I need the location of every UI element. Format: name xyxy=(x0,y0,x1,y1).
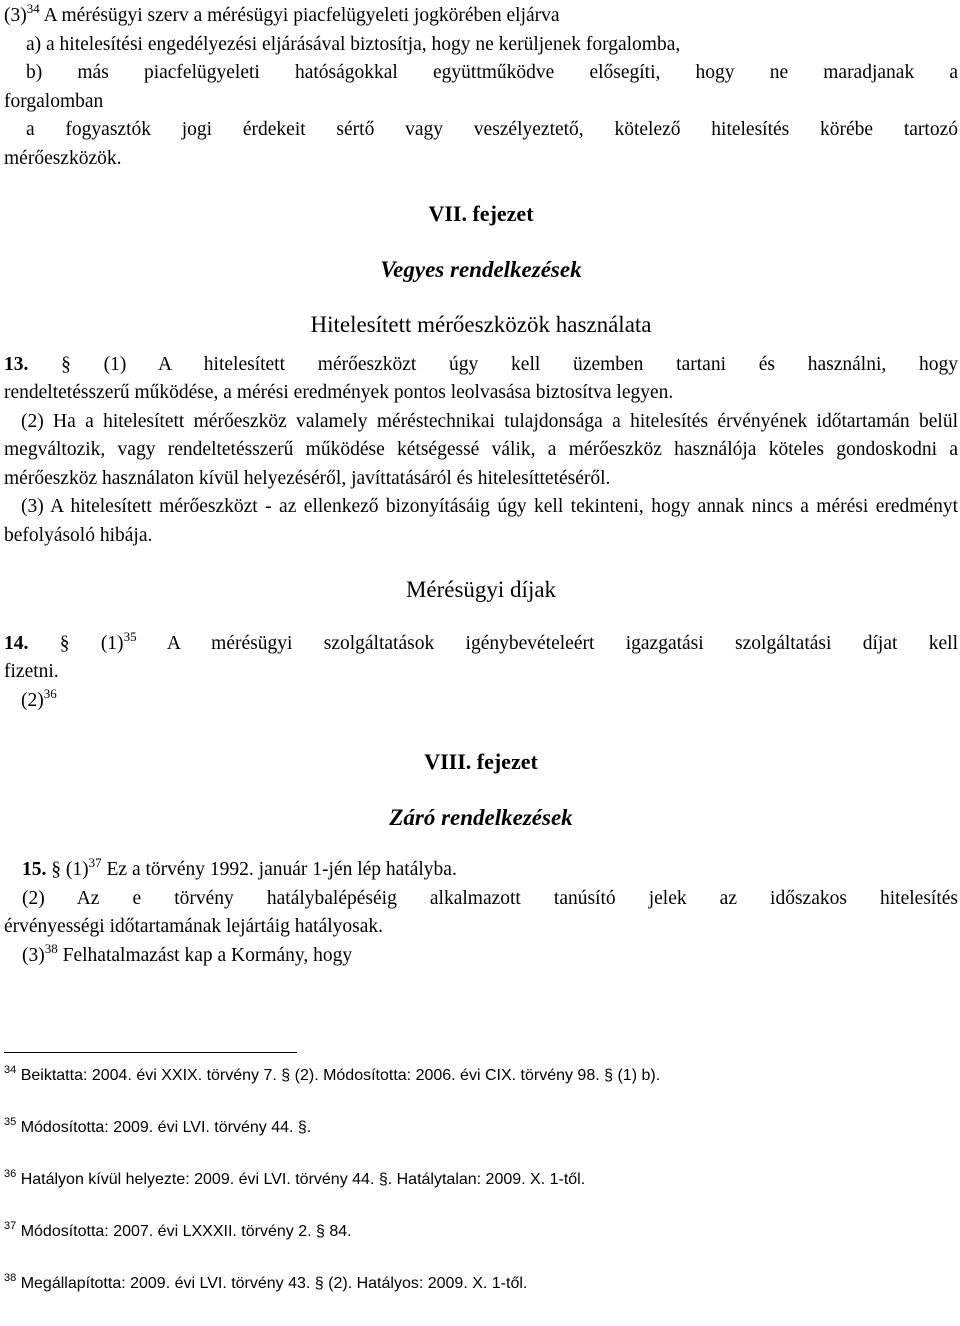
footnote-number: 38 xyxy=(4,1272,17,1284)
footnote xyxy=(4,1118,944,1138)
footnote xyxy=(4,1170,944,1190)
section-sign: § xyxy=(51,859,61,880)
intro-tail-line1: a fogyasztók jogi érdekeit sértő vagy veszélyeztető, kötelező hitelesítés körébe tartozó xyxy=(26,119,958,140)
footnote-text: Módosította: 2007. évi LXXXII. törvény 2. § 84. xyxy=(20,1223,352,1240)
footnote xyxy=(4,1222,944,1242)
chapter-subtitle: Záró rendelkezések xyxy=(389,804,573,830)
section-15-p1 xyxy=(4,856,958,885)
paragraph-number: (1) xyxy=(65,859,89,880)
intro-paragraph-3 xyxy=(4,2,958,31)
footnote-number: 34 xyxy=(4,1064,17,1076)
chapter-title: VII. fejezet xyxy=(428,201,534,226)
paragraph-text: Ez a törvény 1992. január 1-jén lép hatályba. xyxy=(106,859,457,880)
section-14-p1-line1 xyxy=(4,630,958,659)
footnote-text: Megállapította: 2009. évi LVI. törvény 43. § (2). Hatályos: 2009. X. 1-től. xyxy=(20,1275,528,1292)
footnote-text: Hatályon kívül helyezte: 2009. évi LVI. törvény 44. §. Hatálytalan: 2009. X. 1-től. xyxy=(20,1171,586,1188)
section-15-p2-line1: (2) Az e törvény hatálybalépéséig alkalmazott tanúsító jelek az időszakos hitelesítés xyxy=(22,887,958,909)
section-13-p3: (3) A hitelesített mérőeszközt - az ellenkező bizonyításáig úgy kell tekinteni, hogy annak nincs a mérési eredményt befolyásoló hibája. xyxy=(4,496,958,546)
paragraph-number: (3) xyxy=(22,944,45,966)
document-page xyxy=(4,2,958,970)
footnote xyxy=(4,1066,944,1086)
paragraph-number: (2) xyxy=(21,689,44,711)
paragraph-text: Felhatalmazást kap a Kormány, hogy xyxy=(62,944,353,966)
footnote-ref: 35 xyxy=(123,628,137,644)
section-13-p1-line2: rendeltetésszerű működése, a mérési eredmények pontos leolvasása biztosítva legyen. xyxy=(4,382,674,403)
section-sign: § xyxy=(59,632,70,654)
footnote-number: 37 xyxy=(4,1220,17,1232)
section-number: 13. xyxy=(4,353,29,375)
section-sign: § xyxy=(61,353,71,375)
section-heading: Mérésügyi díjak xyxy=(405,577,557,602)
intro-tail-line2: mérőeszközök. xyxy=(4,147,122,169)
footnote-ref: 36 xyxy=(43,685,57,701)
paragraph-number: (3) xyxy=(4,5,27,26)
footnote-number: 35 xyxy=(4,1116,17,1128)
chapter-title: VIII. fejezet xyxy=(424,749,538,774)
section-15-p2-line2: érvényességi időtartamának lejártáig hatályosak. xyxy=(4,916,384,937)
section-number: 14. xyxy=(4,632,29,654)
paragraph-number: (1) xyxy=(100,632,124,654)
section-14-p1-line2: fizetni. xyxy=(4,661,59,682)
section-15-p3 xyxy=(4,942,958,971)
paragraph-text: A mérésügyi szolgáltatások igénybevételeért igazgatási szolgáltatási díjat kell xyxy=(166,632,958,654)
paragraph-text: (1) A hitelesített mérőeszközt úgy kell üzemben tartani és használni, hogy xyxy=(103,353,958,375)
chapter-subtitle: Vegyes rendelkezések xyxy=(380,256,582,282)
footnote-text: Beiktatta: 2004. évi XXIX. törvény 7. § (2). Módosította: 2006. évi CIX. törvény 98. § (1) b). xyxy=(20,1067,661,1084)
paragraph-text: A mérésügyi szerv a mérésügyi piacfelügyeleti jogkörében eljárva xyxy=(43,5,560,26)
list-item-a: a) a hitelesítési engedélyezési eljárásával biztosítja, hogy ne kerüljenek forgalomba, xyxy=(26,33,681,55)
section-heading: Hitelesített mérőeszközök használata xyxy=(310,312,652,337)
footnote-ref: 37 xyxy=(88,855,102,870)
footnote xyxy=(4,1274,944,1294)
section-13-p1-line1 xyxy=(4,351,958,380)
list-item-b-line2: forgalomban xyxy=(4,90,104,112)
footnotes xyxy=(4,1066,944,1326)
footnote-number: 36 xyxy=(4,1168,17,1180)
section-14-p2 xyxy=(4,687,958,716)
footnote-ref: 38 xyxy=(44,940,58,956)
footnote-ref: 34 xyxy=(26,1,40,16)
section-number: 15. xyxy=(22,859,47,880)
footnote-text: Módosította: 2009. évi LVI. törvény 44. §. xyxy=(20,1119,312,1136)
section-13-p2: (2) Ha a hitelesített mérőeszköz valamely méréstechnikai tulajdonsága a hitelesítés érvényének időtartamán belül megváltozik, vagy rendeltetésszerű működése kétségessé válik, a mérőeszköz használója köteles gondoskodni a mérőeszköz használaton kívül helyezéséről, javíttatásáról és hitelesíttetéséről. xyxy=(4,410,958,489)
footnote-separator xyxy=(4,1052,297,1053)
list-item-b-line1: b) más piacfelügyeleti hatóságokkal együttműködve elősegíti, hogy ne maradjanak a xyxy=(26,62,958,83)
